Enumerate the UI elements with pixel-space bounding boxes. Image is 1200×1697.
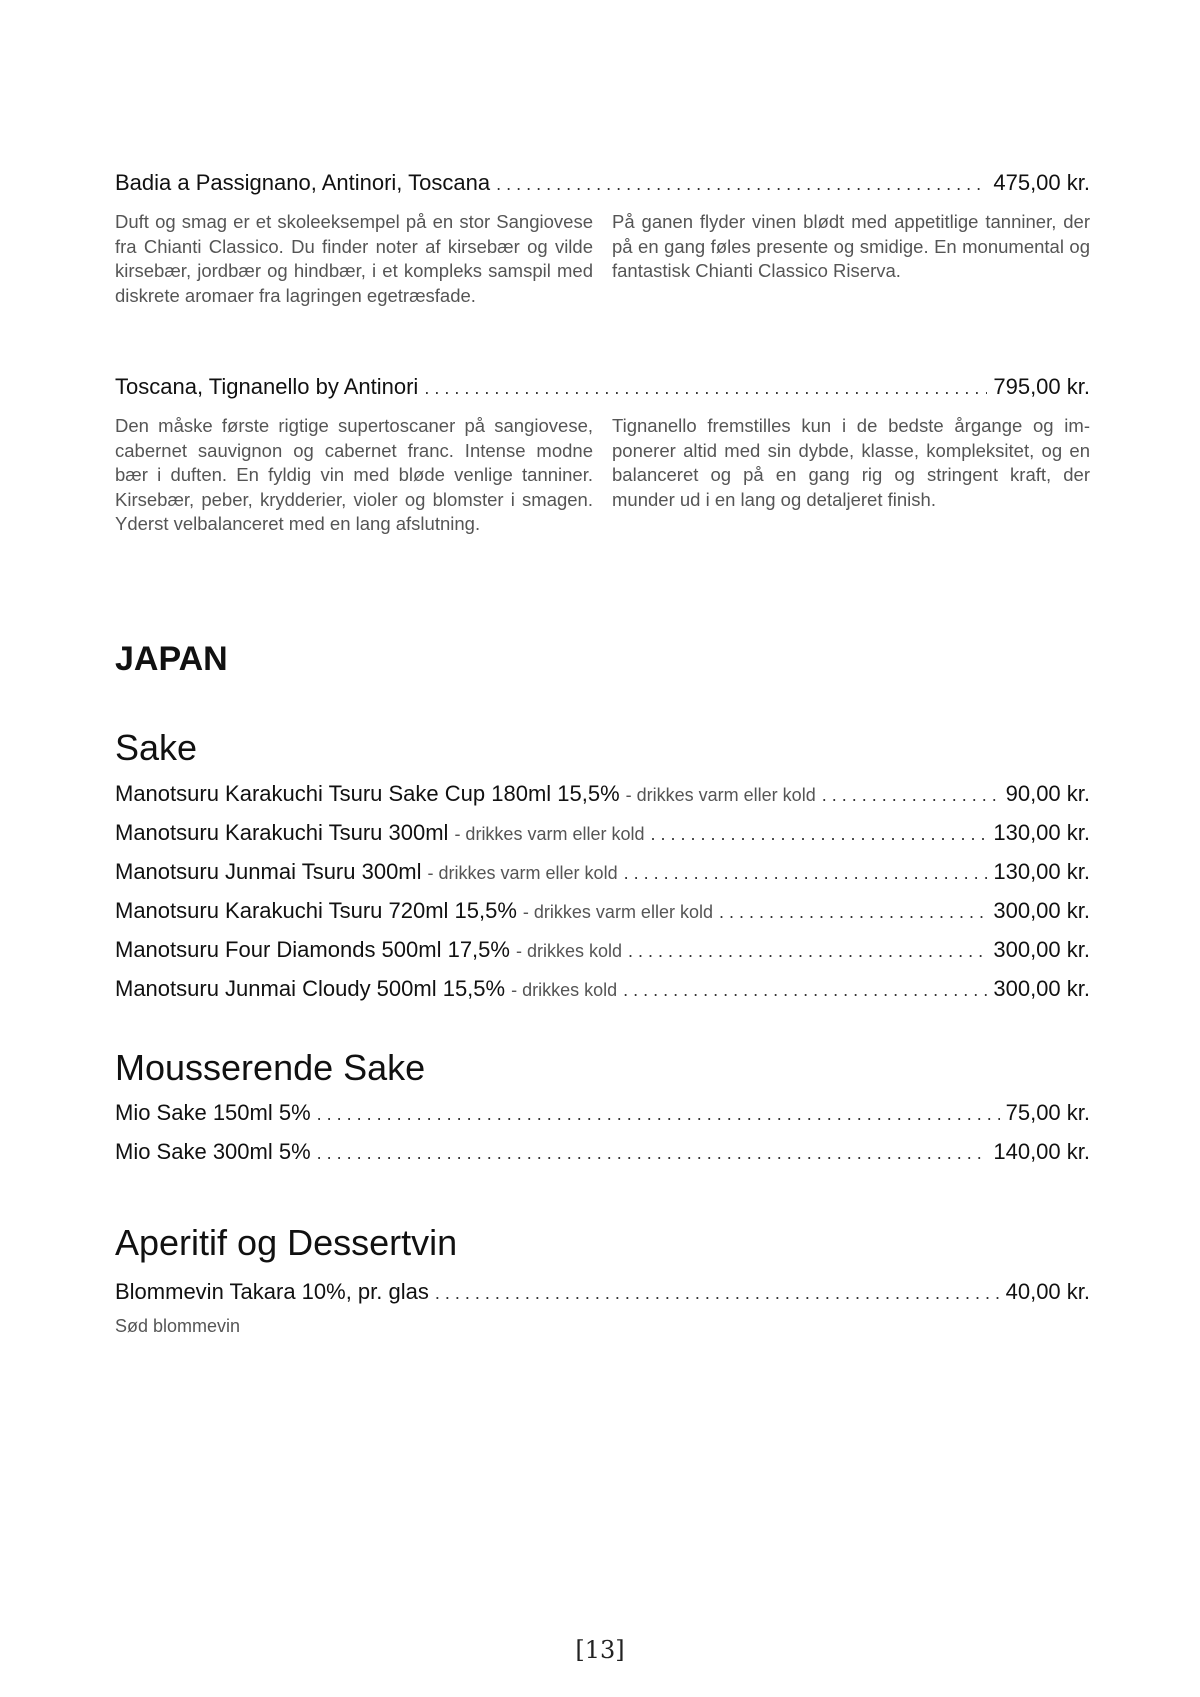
- mousserende-item: [115, 1100, 1090, 1126]
- mousserende-item: [115, 1139, 1090, 1165]
- item-price: 130,00 kr.: [993, 820, 1090, 845]
- wine-price: 475,00 kr.: [993, 170, 1090, 195]
- dot-leader: [650, 824, 987, 845]
- item-note: - drikkes kold: [511, 980, 618, 1000]
- item-note: - drikkes varm eller kold: [454, 824, 645, 844]
- item-note: - drikkes varm eller kold: [522, 902, 713, 922]
- wine-description: [115, 210, 1090, 308]
- dot-leader: [822, 785, 1000, 806]
- item-name: Manotsuru Karakuchi Tsuru 300ml: [115, 820, 449, 845]
- sake-item: [115, 859, 1090, 885]
- dot-leader: [435, 1283, 1000, 1304]
- dot-leader: [317, 1143, 988, 1164]
- item-name: Mio Sake 150ml 5%: [115, 1100, 311, 1125]
- dot-leader: [628, 941, 987, 962]
- section-title-mousserende-sake: Mousserende Sake: [115, 1047, 426, 1088]
- wine-price: 795,00 kr.: [993, 374, 1090, 399]
- sake-item: [115, 781, 1090, 807]
- item-price: 300,00 kr.: [993, 898, 1090, 923]
- wine-name: Badia a Passignano, Antinori, Toscana: [115, 170, 491, 195]
- item-subnote: Sød blommevin: [115, 1316, 241, 1336]
- item-price: 300,00 kr.: [993, 937, 1090, 962]
- sake-item: [115, 898, 1090, 924]
- item-name: Mio Sake 300ml 5%: [115, 1139, 311, 1164]
- dot-leader: [623, 980, 987, 1001]
- item-price: 300,00 kr.: [993, 976, 1090, 1001]
- wine-description: [115, 414, 1090, 537]
- item-note: - drikkes kold: [515, 941, 622, 961]
- country-heading: JAPAN: [115, 640, 228, 678]
- wine-row: [115, 374, 1090, 400]
- item-price: 90,00 kr.: [1005, 781, 1090, 806]
- description-right: Tignanello fremstilles kun i de bedste årgange og im- ponerer altid med sin dybde, klasse, kompleksitet, og en balanceret og på en gang rig og stringent kraft, der munder ud i en lang og detaljeret finish.: [612, 415, 1090, 510]
- description-right: På ganen flyder vinen blødt med appetitlige tanniner, der på en gang føles presente og smidige. En monumental og fantastisk Chianti Classico Riserva.: [612, 211, 1090, 281]
- item-name: Blommevin Takara 10%, pr. glas: [115, 1279, 429, 1304]
- sake-item: [115, 820, 1090, 846]
- dot-leader: [719, 902, 987, 923]
- item-note: - drikkes varm eller kold: [427, 863, 618, 883]
- page-number: [13]: [575, 1636, 625, 1664]
- item-name: Manotsuru Junmai Cloudy 500ml 15,5%: [115, 976, 506, 1001]
- description-left: Duft og smag er et skoleeksempel på en stor Sangiovese fra Chianti Classico. Du finder noter af kirsebær og vilde kirsebær, jordbær og hindbær, i et kompleks samspil med diskrete aromaer fra lagringen egetræsfade.: [115, 211, 593, 306]
- item-name: Manotsuru Four Diamonds 500ml 17,5%: [115, 937, 510, 962]
- item-price: 130,00 kr.: [993, 859, 1090, 884]
- item-name: Manotsuru Karakuchi Tsuru 720ml 15,5%: [115, 898, 517, 923]
- item-name: Manotsuru Junmai Tsuru 300ml: [115, 859, 422, 884]
- dot-leader: [496, 174, 987, 195]
- dot-leader: [317, 1104, 1000, 1125]
- item-price: 140,00 kr.: [993, 1139, 1090, 1164]
- dot-leader: [624, 863, 988, 884]
- item-price: 40,00 kr.: [1005, 1279, 1090, 1304]
- sake-item: [115, 937, 1090, 963]
- aperitif-item: [115, 1279, 1090, 1305]
- section-title-aperitif: Aperitif og Dessertvin: [115, 1222, 458, 1263]
- wine-name: Toscana, Tignanello by Antinori: [115, 374, 419, 399]
- sake-item: [115, 976, 1090, 1002]
- dot-leader: [424, 378, 987, 399]
- wine-entry: [115, 374, 1090, 537]
- item-note: - drikkes varm eller kold: [625, 785, 816, 805]
- item-price: 75,00 kr.: [1005, 1100, 1090, 1125]
- section-title-sake: Sake: [115, 727, 198, 768]
- wine-entry: [115, 170, 1090, 308]
- description-left: Den måske første rigtige supertoscaner på sangiovese, cabernet sauvignon og cabernet franc. Intense modne bær i duften. En fyldig vin med bløde venlige tanniner. Kirsebær, peber, krydderier, violer og blomster i smagen. Yderst velbalanceret med en lang afslutning.: [115, 415, 593, 534]
- item-name: Manotsuru Karakuchi Tsuru Sake Cup 180ml 15,5%: [115, 781, 620, 806]
- wine-row: [115, 170, 1090, 196]
